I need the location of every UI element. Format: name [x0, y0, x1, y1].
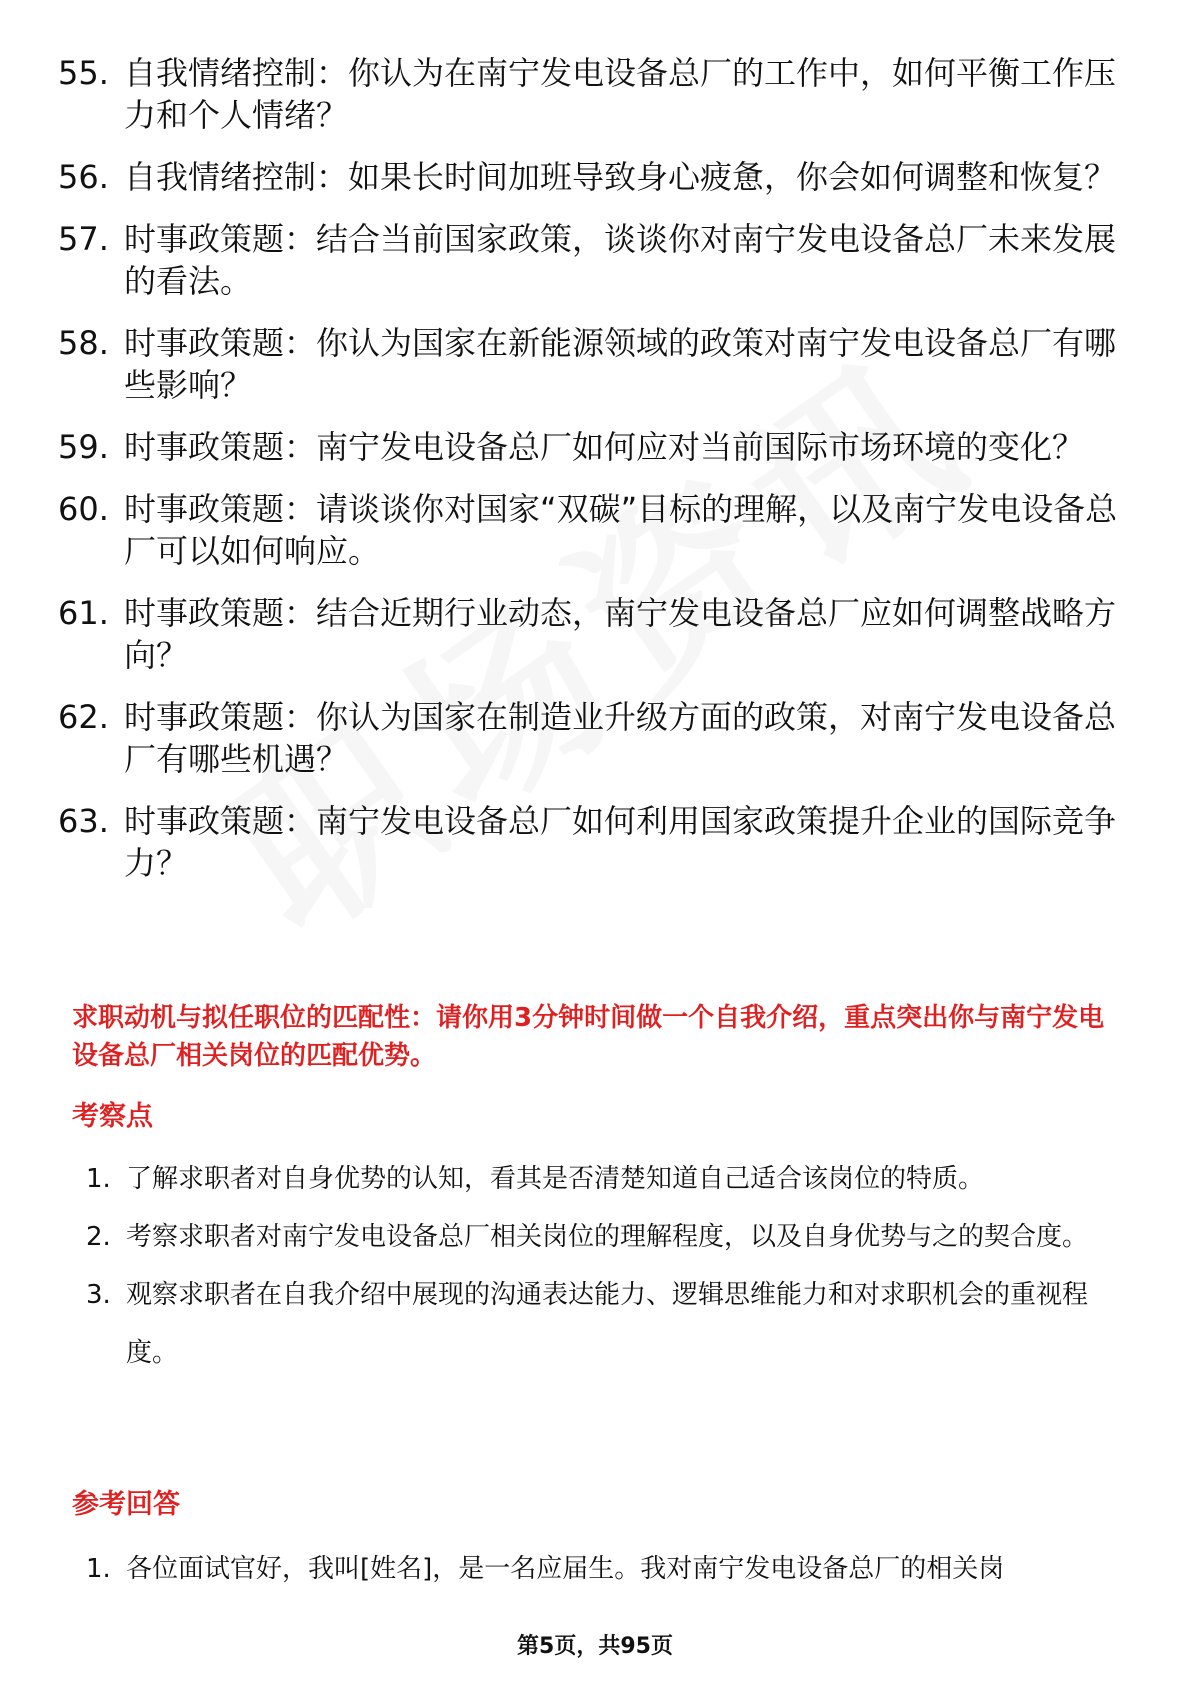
item-number: 2.	[86, 1222, 111, 1252]
item-text: 各位面试官好，我叫[姓名]，是一名应届生。我对南宁发电设备总厂的相关岗	[126, 1554, 1005, 1584]
item-number: 56.	[58, 158, 109, 196]
list-item	[86, 1540, 1126, 1598]
list-item	[58, 218, 1118, 302]
item-number: 3.	[86, 1280, 111, 1310]
item-text: 了解求职者对自身优势的认知，看其是否清楚知道自己适合该岗位的特质。	[126, 1164, 985, 1194]
item-text: 时事政策题：南宁发电设备总厂如何应对当前国际市场环境的变化？	[124, 428, 1085, 466]
item-text: 时事政策题：结合近期行业动态，南宁发电设备总厂应如何调整战略方向？	[124, 594, 1117, 674]
list-item	[58, 322, 1118, 406]
page-footer: 第5页，共95页	[517, 1634, 673, 1659]
list-item	[86, 1266, 1126, 1382]
section-heading-kaochadian: 考察点	[72, 1101, 153, 1132]
item-number: 1.	[86, 1554, 111, 1584]
item-text: 考察求职者对南宁发电设备总厂相关岗位的理解程度，以及自身优势与之的契合度。	[126, 1222, 1089, 1252]
item-text: 观察求职者在自我介绍中展现的沟通表达能力、逻辑思维能力和对求职机会的重视程度。	[126, 1280, 1089, 1368]
list-item	[58, 488, 1118, 572]
item-number: 61.	[58, 594, 109, 632]
list-item	[58, 52, 1118, 136]
item-number: 62.	[58, 698, 109, 736]
kaochadian-list	[86, 1150, 1126, 1382]
item-number: 55.	[58, 54, 109, 92]
list-item	[58, 800, 1118, 884]
item-text: 时事政策题：你认为国家在新能源领域的政策对南宁发电设备总厂有哪些影响？	[124, 324, 1117, 404]
item-text: 时事政策题：南宁发电设备总厂如何利用国家政策提升企业的国际竞争力？	[124, 802, 1117, 882]
item-number: 63.	[58, 802, 109, 840]
item-number: 58.	[58, 324, 109, 362]
item-text: 时事政策题：请谈谈你对国家“双碳”目标的理解，以及南宁发电设备总厂可以如何响应。	[124, 490, 1118, 570]
list-item	[58, 592, 1118, 676]
item-number: 59.	[58, 428, 109, 466]
section-heading-answer: 参考回答	[72, 1489, 180, 1520]
item-number: 1.	[86, 1164, 111, 1194]
item-text: 时事政策题：结合当前国家政策，谈谈你对南宁发电设备总厂未来发展的看法。	[124, 220, 1117, 300]
item-text: 时事政策题：你认为国家在制造业升级方面的政策，对南宁发电设备总厂有哪些机遇？	[124, 698, 1117, 778]
answer-list	[86, 1540, 1126, 1598]
item-number: 60.	[58, 490, 109, 528]
list-item	[58, 426, 1118, 468]
item-text: 自我情绪控制：如果长时间加班导致身心疲惫，你会如何调整和恢复？	[124, 158, 1117, 196]
interview-prompt: 求职动机与拟任职位的匹配性：请你用3分钟时间做一个自我介绍，重点突出你与南宁发电设备总厂相关岗位的匹配优势。	[72, 1003, 1105, 1071]
list-item	[86, 1150, 1126, 1208]
question-list	[58, 52, 1118, 904]
list-item	[86, 1208, 1126, 1266]
list-item	[58, 156, 1118, 198]
list-item	[58, 696, 1118, 780]
item-number: 57.	[58, 220, 109, 258]
item-text: 自我情绪控制：你认为在南宁发电设备总厂的工作中，如何平衡工作压力和个人情绪？	[124, 54, 1117, 134]
